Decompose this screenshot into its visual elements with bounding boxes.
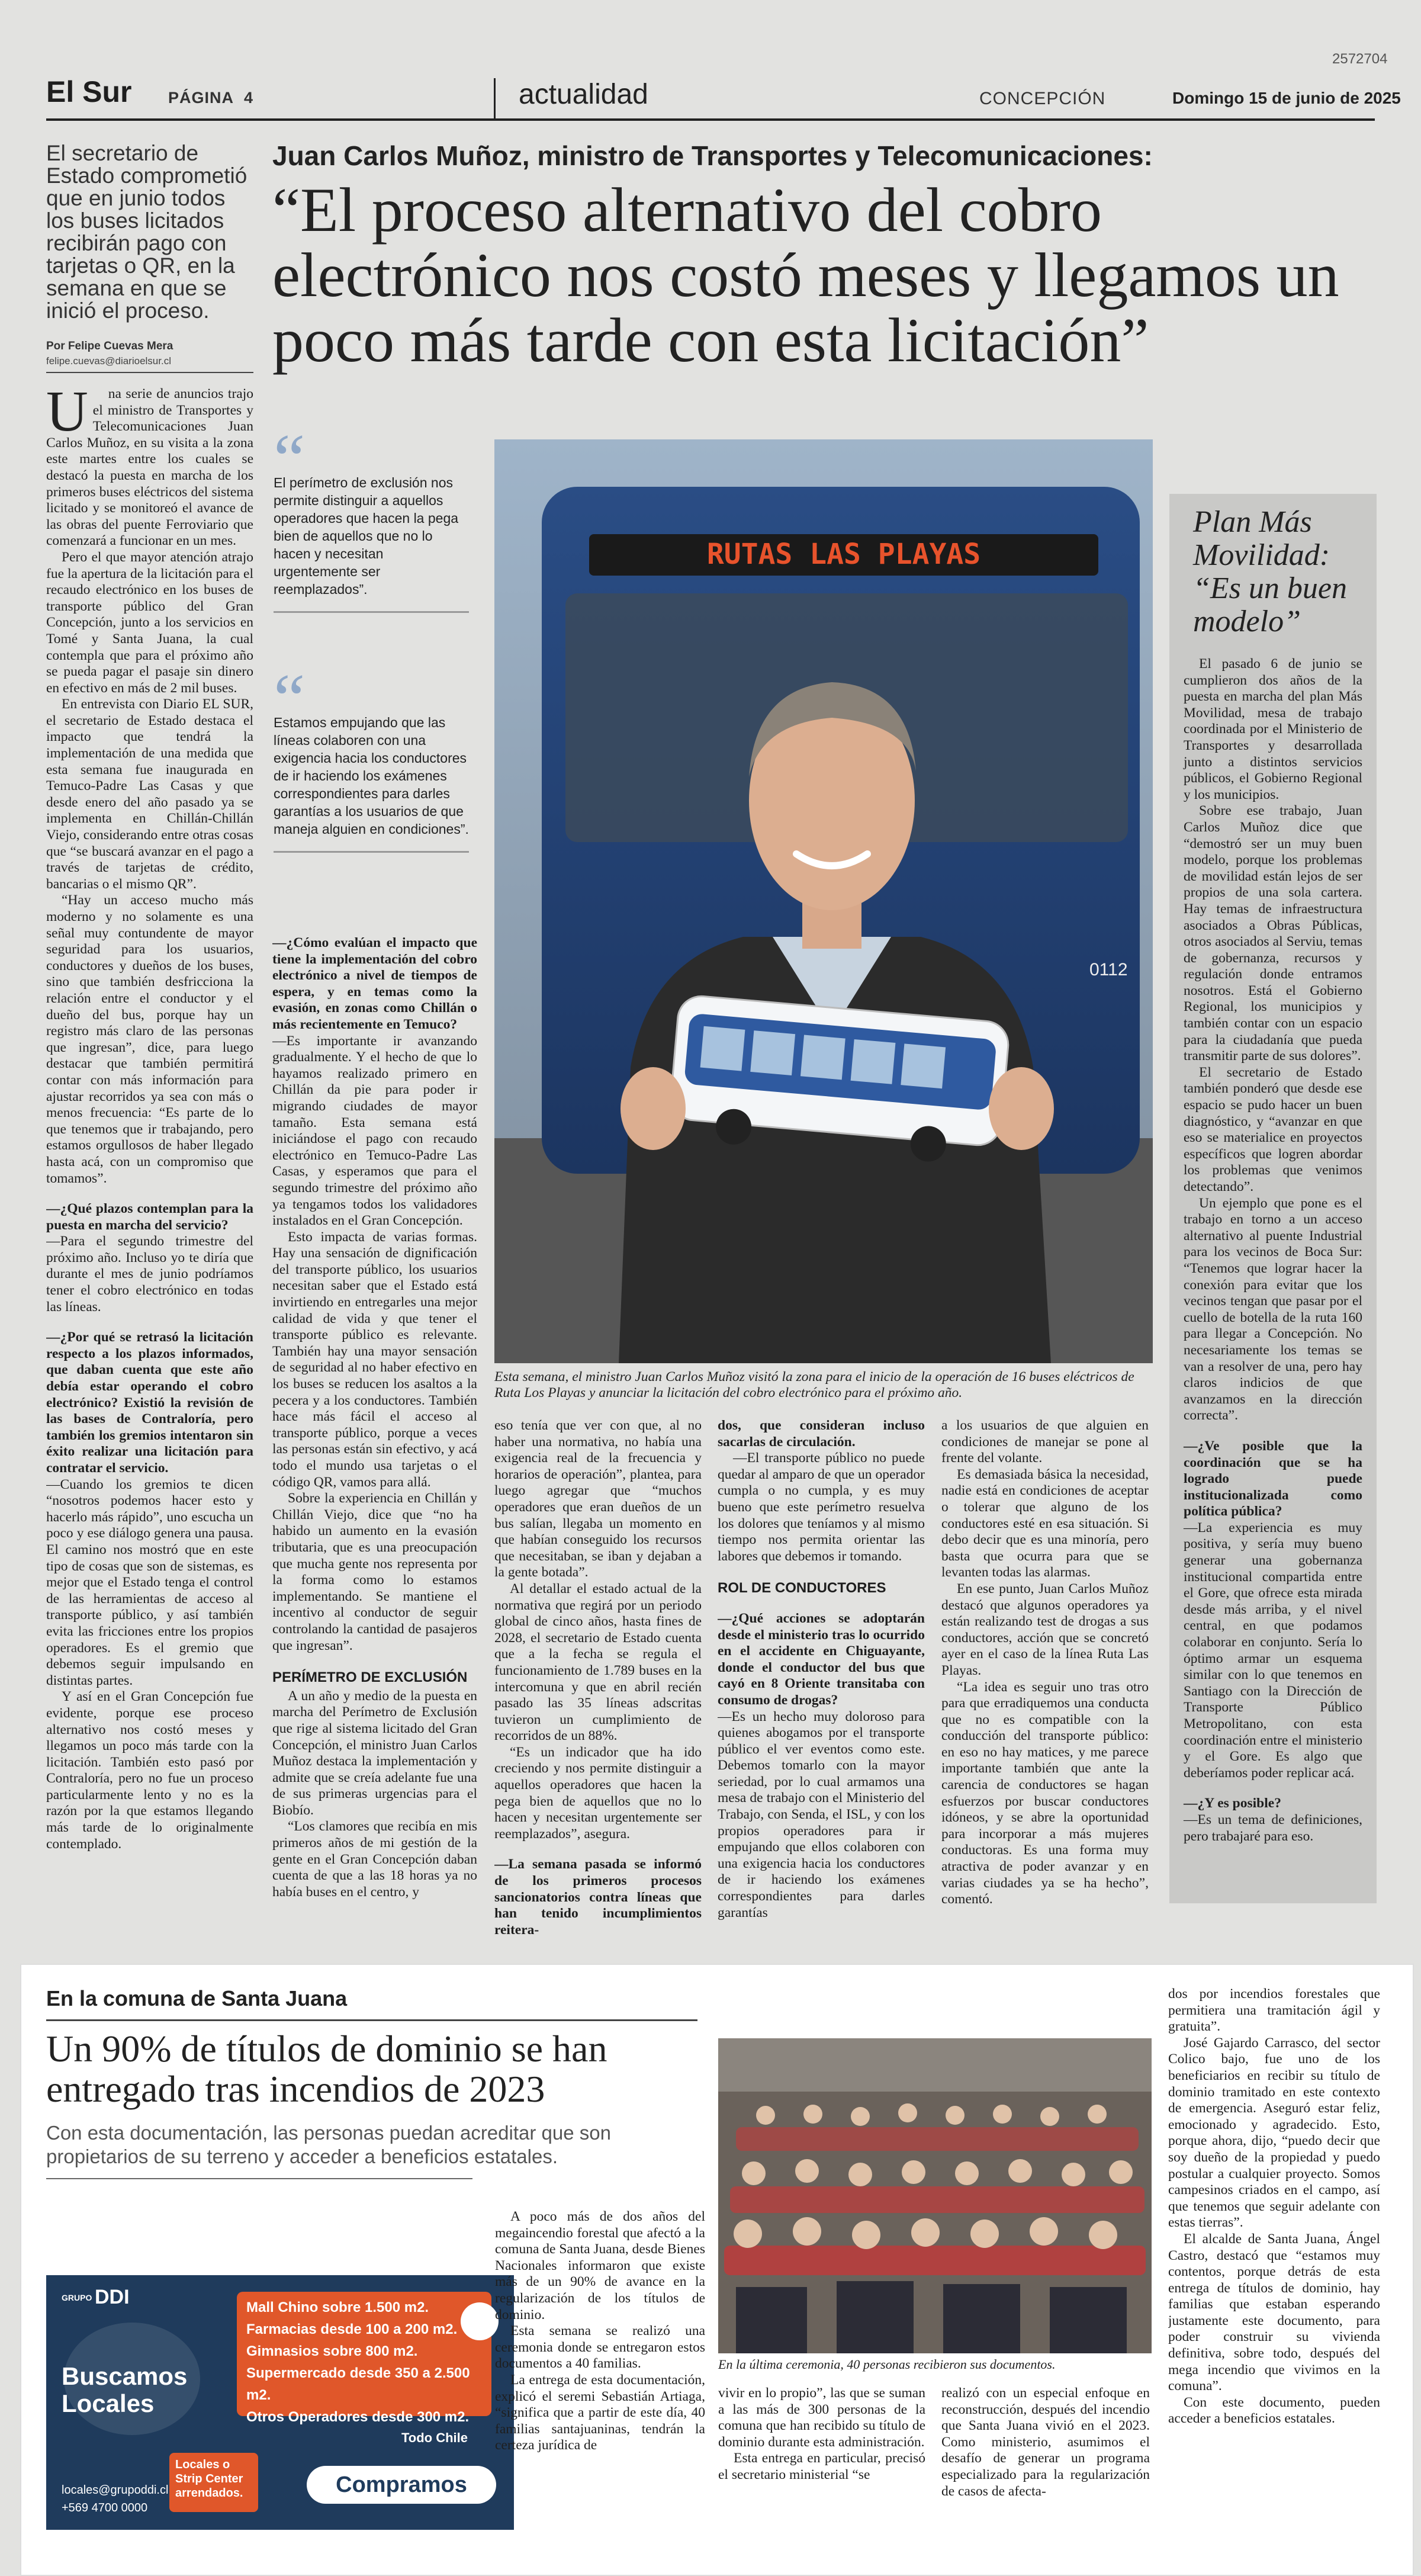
question-paragraph: —¿Ve posible que la coordinación que se ha logrado puede institucionalizada como política pública? — [1184, 1438, 1362, 1520]
paragraph: “Es un indicador que ha ido creciendo y nos permite distinguir a aquellos operadores que hacen la pega bien de aquellos que no lo hacen y necesitan urgentemente ser reemplazados”, asegura. — [494, 1744, 702, 1842]
open-quote-icon: “ — [274, 659, 306, 738]
map-pin-icon — [461, 2302, 499, 2340]
column-5-paragraphs — [941, 1418, 1149, 1908]
pull-quote-1 — [274, 419, 469, 613]
paragraph: Es demasiada básica la necesidad, nadie está en condiciones de aceptar o tolerar que alguno de los conductores esté en esa situación. Si debo decir que es una minoría, pero basta que ocurra para que se levanten todas las alarmas. — [941, 1466, 1149, 1581]
ad-requirements — [246, 2296, 482, 2428]
bottom-column-3 — [941, 2385, 1150, 2539]
ad-headline: Buscamos Locales — [62, 2362, 188, 2417]
section-name: actualidad — [519, 79, 648, 110]
question-paragraph: —¿Por qué se retrasó la licitación respecto a los plazos informados, que daban cuenta que este año debía estar operando el cobro electrónico? Existió la revisión de las bases de Contraloría, pero también los gremios intentaron sin éxito realizar una licitación para contratar el servicio. — [46, 1329, 253, 1476]
article-column-3 — [494, 1418, 702, 1962]
ceremony-illustration — [718, 2038, 1152, 2353]
paragraph: Con este documento, pueden acceder a beneficios estatales. — [1168, 2394, 1380, 2427]
drop-cap: U — [46, 386, 88, 444]
question-paragraph: —¿Y es posible? — [1184, 1796, 1281, 1811]
photo-illustration — [494, 439, 1153, 1363]
paragraph: En ese punto, Juan Carlos Muñoz destacó que algunos operadores ya están realizando test de drogas a sus conductores, acción que se concretó ayer en el caso de la línea Ruta Las Playas. — [941, 1581, 1149, 1678]
paragraph: eso tenía que ver con que, al no haber una normativa, no había una exigencia real de la frecuencia y horarios de operación”, plantea, para luego agregar que “muchos operadores que eran dueños de un bus salían, llegaba un momento en que habían conseguido los recursos que necesitaban, se iban y dejaban a la gente botada”. — [494, 1418, 702, 1581]
subheading: PERÍMETRO DE EXCLUSIÓN — [272, 1669, 468, 1686]
paragraph: Al detallar el estado actual de la normativa que regirá por un periodo global de cinco años, hasta fines de 2028, el secretario de Estado cuenta que a la fecha se regula el funcionamiento de 1.789 buses en la intercomuna y que en abril recién pasado las 35 líneas adscritas tuvieron un cumplimiento de recorridos de un 88%. — [494, 1581, 702, 1744]
paragraph: Y así en el Gran Concepción fue evidente, porque ese proceso alternativo nos costó meses y llegamos un poco más tarde con la licitación. También esto pasó por Contraloría, pero no fue un proceso particularmente lento y no es la razón por la que estamos llegando más tarde de lo originalmente contemplado. — [46, 1689, 253, 1852]
lead-summary: El secretario de Estado comprometió que en junio todos los buses licitados recibirán pago con tarjetas o QR, en la semana en que se inició el proceso. — [46, 141, 247, 323]
pull-quote-2-text: Estamos empujando que las líneas colaboren con una exigencia hacia los conductores de ir haciendo los exámenes correspondientes para darles garantías a los usuarios de que maneja alguien en condiciones”. — [274, 715, 469, 837]
page-label: PÁGINA — [168, 89, 234, 107]
question-paragraph: —La semana pasada se informó de los primeros procesos sancionatorios contra líneas que han tenido incumplimientos reitera- — [494, 1856, 702, 1938]
paragraph: —Cuando los gremios te dicen “nosotros podemos hacer esto y hacerlo más rápido”, uno escucha un poco y ese diálogo genera una pausa. El camino nos mostró que en este tipo de cosas que son de sistemas, es mejor que el Estado tenga el control de las herramientas de acceso al transporte público, y así también evita las fricciones entre los propios operadores. Es el gremio que debemos seguir impulsando en distintas partes. — [46, 1476, 253, 1688]
paragraph: Sobre la experiencia en Chillán y Chillán Viejo, dice que “no ha habido un aumento en la evasión tributaria, que es una preocupación que mucha gente nos representa por la forma como lo estamos implementando. Se mantiene el incentivo al conductor de seguir controlando la cantidad de pasajeros que ingresan”. — [272, 1491, 477, 1653]
city-label: CONCEPCIÓN — [979, 89, 1106, 108]
page-indicator — [168, 89, 253, 107]
pull-quote-2-rule — [274, 851, 469, 853]
ceremony-photo — [718, 2038, 1152, 2353]
ad-group: GRUPO — [62, 2293, 92, 2302]
question-paragraph: —¿Cómo evalúan el impacto que tiene la implementación del cobro electrónico a nivel de tiempos de espera, y en temas como la evasión, en zonas como Chillán o más recientemente en Temuco? — [272, 935, 477, 1032]
photo-caption: Esta semana, el ministro Juan Carlos Muñoz visitó la zona para el inicio de la operación de 16 buses eléctricos de Ruta Los Playas y anunciar la licitación del cobro electrónico para el próximo año. — [494, 1369, 1134, 1401]
column-2-paragraphs — [272, 935, 477, 1900]
pull-quote-2 — [274, 659, 469, 853]
question-paragraph: —¿Qué plazos contemplan para la puesta en marcha del servicio? — [46, 1201, 253, 1233]
pull-quote-1-rule — [274, 611, 469, 613]
minister-photo — [494, 439, 1153, 1363]
paragraph: —El transporte público no puede quedar al amparo de que un operador cumpla o no cumpla, y es muy bueno que este perímetro resuelva los dolores que teníamos y al mismo tiempo nos permita orientar las labores que debemos ir tomando. — [718, 1450, 925, 1564]
header-rule — [46, 118, 1375, 121]
paragraph: Un ejemplo que pone es el trabajo en torno a un acceso alternativo al puente Industrial para los vecinos de Boca Sur: “Tenemos que lograr hacer la conexión para evitar que los vecinos tengan que pasar por el cuello de botella de la ruta 160 para llegar a Concepción. No necesariamente los temas se van a resolver de una, pero hay claros indicios de que avanzamos en la dirección correcta”. — [1184, 1195, 1362, 1424]
paragraph: vivir en lo propio”, las que se suman a las más de 300 personas de la comuna que han recibido su título de dominio durante esta administración. — [718, 2385, 925, 2450]
paragraph: La entrega de esta documentación, explicó el seremi Sebastián Artiaga, “significa que a partir de este día, 40 familias santajuaninas, tendrán la certeza jurídica de — [495, 2372, 705, 2453]
ad-requirements-box — [237, 2292, 491, 2425]
article-column-5 — [941, 1418, 1149, 1962]
audience-seats — [724, 2127, 1146, 2275]
paragraph: Sobre ese trabajo, Juan Carlos Muñoz dice que “demostró ser un muy buen modelo, porque los problemas de movilidad están lejos de ser propios de una sola cartera. Hay temas de infraestructura asociados a Obras Públicas, otros asociados al Serviu, temas de gobernanza, recursos y regulación donde entramos nosotros. Está el Gobierno Regional, los municipios y también contar con un espacio para la ciudadanía que pueda transmitir parte de sus dolores”. — [1184, 803, 1362, 1064]
sidebar-body — [1184, 656, 1362, 1845]
article-column-4 — [718, 1418, 925, 1962]
paragraph: na serie de anuncios trajo el ministro de Transportes y Telecomunicaciones Juan Carlos Muñoz, en su visita a la zona este martes entre los cuales se destacó la puesta en marcha de los primeros buses eléctricos del sistema licitado y se monitoreó el avance de las obras del puente Ferroviario que comenzará a funcionar en un mes. — [46, 386, 253, 549]
paragraph: Esta semana se realizó una ceremonia donde se entregaron estos documentos a 40 familias. — [495, 2323, 705, 2372]
paragraph: A poco más de dos años del megaincendio forestal que afectó a la comuna de Santa Juana, desde Bienes Nacionales informaron que existe más de un 90% de avance en la regularización de los títulos de dominio. — [495, 2209, 705, 2323]
ad-requirement-item: Mall Chino sobre 1.500 m2. — [246, 2299, 429, 2315]
ad-phone[interactable]: +569 4700 0000 — [62, 2501, 148, 2514]
ad-offer-box — [169, 2453, 258, 2512]
paper-name: El Sur — [46, 75, 132, 108]
column-3-paragraphs — [494, 1418, 702, 1938]
bottom-headline: Un 90% de títulos de dominio se han entregado tras incendios de 2023 — [46, 2028, 607, 2110]
bus-number: 0112 — [1089, 960, 1128, 979]
ad-email[interactable]: locales@grupoddi.cl — [62, 2484, 169, 2497]
ad-requirement-item: Gimnasios sobre 800 m2. — [246, 2343, 418, 2359]
article-column-2 — [272, 921, 477, 1963]
bus-sign-text: RUTAS LAS PLAYAS — [706, 538, 981, 571]
byline-email: felipe.cuevas@diarioelsur.cl — [46, 355, 253, 373]
ad-requirement-item: Farmacias desde 100 a 200 m2. — [246, 2321, 458, 2337]
bottom-column-1 — [495, 2209, 705, 2540]
paragraph: —Es importante ir avanzando gradualmente. Y el hecho de que lo hayamos realizado primero en Chillán da pie para poder ir migrando ciudades de mayor tamaño. Esta semana está iniciándose el pago con recaudo electrónico en Temuco-Padre Las Casas, y esperamos que para el segundo trimestre del próximo año ya tengamos todos los validadores instalados en el Gran Concepción. — [272, 1033, 477, 1229]
issue-date: Domingo 15 de junio de 2025 — [1172, 89, 1401, 107]
column-4-paragraphs — [718, 1418, 925, 1921]
header-divider — [494, 78, 496, 120]
paragraph: —Es un tema de definiciones, pero trabajaré para eso. — [1184, 1811, 1362, 1844]
paragraph: “Hay un acceso mucho más moderno y no solamente es una señal muy contundente de mayor seguridad para los usuarios, conductores y dueños de los buses, sino que también desfricciona la relación entre el conductor y el dueño del bus, porque hay un registro más claro de las personas que ingresan”, dice, para luego destacar que también permitirá contar con más información para ajustar recorridos ya sea con más o menos frecuencia: “Es parte de lo que tenemos que ir trabajando, pero estamos orgullosos de haber llegado hasta acá, con un compromiso que tomamos”. — [46, 892, 253, 1186]
paragraph: —La experiencia es muy positiva, y sería muy bueno generar una gobernanza institucional compartida entre el Gore, que ofrece esta mirada desde más arriba, y el nivel central, en que podamos colaborar en conjunto. Sería lo óptimo armar un esquema similar con lo que tenemos en Santiago con la Dirección de Transporte Público Metropolitano, con esta coordinación entre el ministerio y el Gore. Es algo que deberíamos poder replicar acá. — [1184, 1520, 1362, 1781]
column-1-paragraphs — [46, 386, 253, 1852]
bottom-kicker-rule — [46, 2019, 697, 2021]
sidebar-paragraphs — [1184, 656, 1362, 1845]
bottom-column-4 — [1168, 1986, 1380, 2543]
ad-coverage: Todo Chile — [401, 2430, 468, 2445]
page-number: 4 — [244, 89, 254, 107]
paragraph: realizó con un especial enfoque en reconstrucción, después del incendio que Santa Juana vivió en el 2023. Como ministerio, asumimos el desafío de generar un programa especializado para la regularización de casos de afecta- — [941, 2385, 1150, 2499]
paragraph: El alcalde de Santa Juana, Ángel Castro, destacó que “estamos muy contentos, porque detrás de esta entrega de títulos de dominio, hay familias que estaban esperando justamente este documento, para poder construir su vivienda definitiva, sobre todo, después del mega incendio que vivimos en la comuna”. — [1168, 2231, 1380, 2394]
bottom-column-3-paragraphs — [941, 2385, 1150, 2500]
question-paragraph: dos, que consideran incluso sacarlas de circulación. — [718, 1418, 925, 1450]
bottom-deck: Con esta documentación, las personas puedan acreditar que son propietarios de su terreno y acceder a beneficios estatales. — [46, 2122, 611, 2167]
ad-offer: Locales o Strip Center arrendados. — [175, 2458, 243, 2500]
ad-requirement-item: Otros Operadores desde 300 m2. — [246, 2409, 470, 2425]
paragraph: Pero el que mayor atención atrajo fue la apertura de la licitación para el recaudo electrónico en los buses de transporte público del Gran Concepción, junto a los servicios en Tomé y Santa Juana, la cual contempla que para el próximo año se pueda pagar el pasaje sin dinero en efectivo en más de 2 mil buses. — [46, 549, 253, 696]
paragraph: dos por incendios forestales que permitiera una tramitación ágil y gratuita”. — [1168, 1986, 1380, 2035]
paragraph: Esto impacta de varias formas. Hay una sensación de dignificación del transporte público, los usuarios necesitan saber que el Estado está invirtiendo en entregarles una mejor calidad de vida y que tener el transporte público es relevante. También hay una mayor sensación de seguridad al no haber efectivo en los buses se reducen los asaltos a la pecera y a los conductores. También hace más fácil el acceso al transporte público, porque a veces las personas están sin efectivo, y acá todo el mundo usa tarjetas o el código QR, vamos para allá. — [272, 1229, 477, 1490]
bottom-column-2-paragraphs — [718, 2385, 925, 2484]
bottom-column-2 — [718, 2385, 925, 2539]
headline: “El proceso alternativo del cobro electrónico nos costó meses y llegamos un poco más tarde con esta licitación” — [272, 175, 1339, 375]
paragraph: “Los clamores que recibía en mis primeros años de mi gestión de la gente en el Gran Concepción daban cuenta de que a las 18 horas ya no había buses en el centro, y — [272, 1819, 477, 1900]
subheading: ROL DE CONDUCTORES — [718, 1580, 886, 1597]
clip-code: 2572704 — [1332, 51, 1388, 67]
ad-cta-button[interactable]: Compramos — [307, 2466, 496, 2504]
paragraph: Esta entrega en particular, precisó el secretario ministerial “se — [718, 2450, 925, 2482]
paragraph: José Gajardo Carrasco, del sector Colico bajo, fue uno de los beneficiarios en recibir su título de dominio tramitado en este contexto de emergencia. Aseguró estar feliz, emocionado y agradecido. Esto, porque ahora, dijo, “puedo decir que soy dueño de la propiedad y puedo postular a cualquier proyecto. Somos campesinos criados en el campo, así que tenemos que seguir adelante con estas tierras”. — [1168, 2035, 1380, 2231]
pull-quote-1-text: El perímetro de exclusión nos permite distinguir a aquellos operadores que hacen la pega bien de aquellos que no lo hacen y necesitan urgentemente ser reemplazados”. — [274, 475, 459, 597]
bottom-column-1-paragraphs — [495, 2209, 705, 2454]
paragraph: A un año y medio de la puesta en marcha del Perímetro de Exclusión que rige al sistema licitado del Gran Concepción, el ministro Juan Carlos Muñoz destaca la implementación y admite que se creía adelante fue una de sus primeras urgencias para el Biobío. — [272, 1688, 477, 1818]
question-paragraph: —¿Qué acciones se adoptarán desde el ministerio tras lo ocurrido en el accidente en Chiguayante, donde el conductor del bus que cayó en 8 Oriente transitaba con consumo de drogas? — [718, 1610, 925, 1708]
paragraph: a los usuarios de que alguien en condiciones de manejar se pone al frente del volante. — [941, 1418, 1149, 1466]
paragraph: El pasado 6 de junio se cumplieron dos años de la puesta en marcha del plan Más Movilidad, mesa de trabajo coordinada por el Ministerio de Transportes y desarrollada junto a distintos servicios públicos, el Gobierno Regional y los municipios. — [1184, 656, 1362, 802]
bottom-kicker: En la comuna de Santa Juana — [46, 1986, 348, 2010]
bottom-column-4-paragraphs — [1168, 1986, 1380, 2427]
advertisement[interactable] — [46, 2275, 514, 2530]
byline-author: Por Felipe Cuevas Mera — [46, 340, 173, 352]
sidebar-title: Plan Más Movilidad: “Es un buen modelo” — [1193, 505, 1347, 638]
open-quote-icon: “ — [274, 419, 306, 498]
ad-requirement-item: Supermercado desde 350 a 2.500 m2. — [246, 2365, 470, 2403]
ad-brand: DDI — [95, 2286, 130, 2308]
paragraph: —Para el segundo trimestre del próximo año. Incluso yo te diría que durante el mes de junio podríamos tener el cobro electrónico en todas las líneas. — [46, 1234, 253, 1315]
article-column-1 — [46, 386, 253, 1961]
paragraph: El secretario de Estado también ponderó que desde ese espacio se pudo hacer un buen diagnóstico, y “avanzar en que eso se materialice en proyectos específicos que logren abordar los problemas que venimos detectando”. — [1184, 1064, 1362, 1194]
paragraph: “La idea es seguir uno tras otro para que erradiquemos una conducta que no es compatible con la conducción del transporte público: en eso no hay matices, y me parece importante también que ante la carencia de conductores se hagan esfuerzos por buscar conductores idóneos, y se abre la oportunidad para incorporar a más mujeres conductoras. Es una forma muy atractiva de poder avanzar y en varias ciudades ya se ha hecho”, comentó. — [941, 1679, 1149, 1907]
sidebar-box — [1169, 494, 1377, 1903]
paragraph: —Es un hecho muy doloroso para quienes abogamos por el transporte público el ver eventos como este. Debemos tomarlo con la mayor seriedad, por lo cual armamos una mesa de trabajo con el Ministerio del Trabajo, con Senda, el ISL, y con los propios operadores para ir empujando que ellos colaboren con una exigencia hacia los conductores de ir haciendo los exámenes correspondientes para darles garantías — [718, 1708, 925, 1920]
bottom-deck-rule — [46, 2178, 472, 2179]
kicker: Juan Carlos Muñoz, ministro de Transportes y Telecomunicaciones: — [272, 140, 1153, 171]
ceremony-caption: En la última ceremonia, 40 personas recibieron sus documentos. — [718, 2357, 1056, 2372]
paragraph: En entrevista con Diario EL SUR, el secretario de Estado destaca el impacto que tendrá la implementación de una medida que esta semana fue inaugurada en Temuco-Padre Las Casas y que desde enero del año pasado ya se implementa en Chillán-Chillán Viejo, considerando entre otras cosas que “se buscará avanzar en el pago a través de tarjetas de crédito, bancarias o el mismo QR”. — [46, 696, 253, 892]
